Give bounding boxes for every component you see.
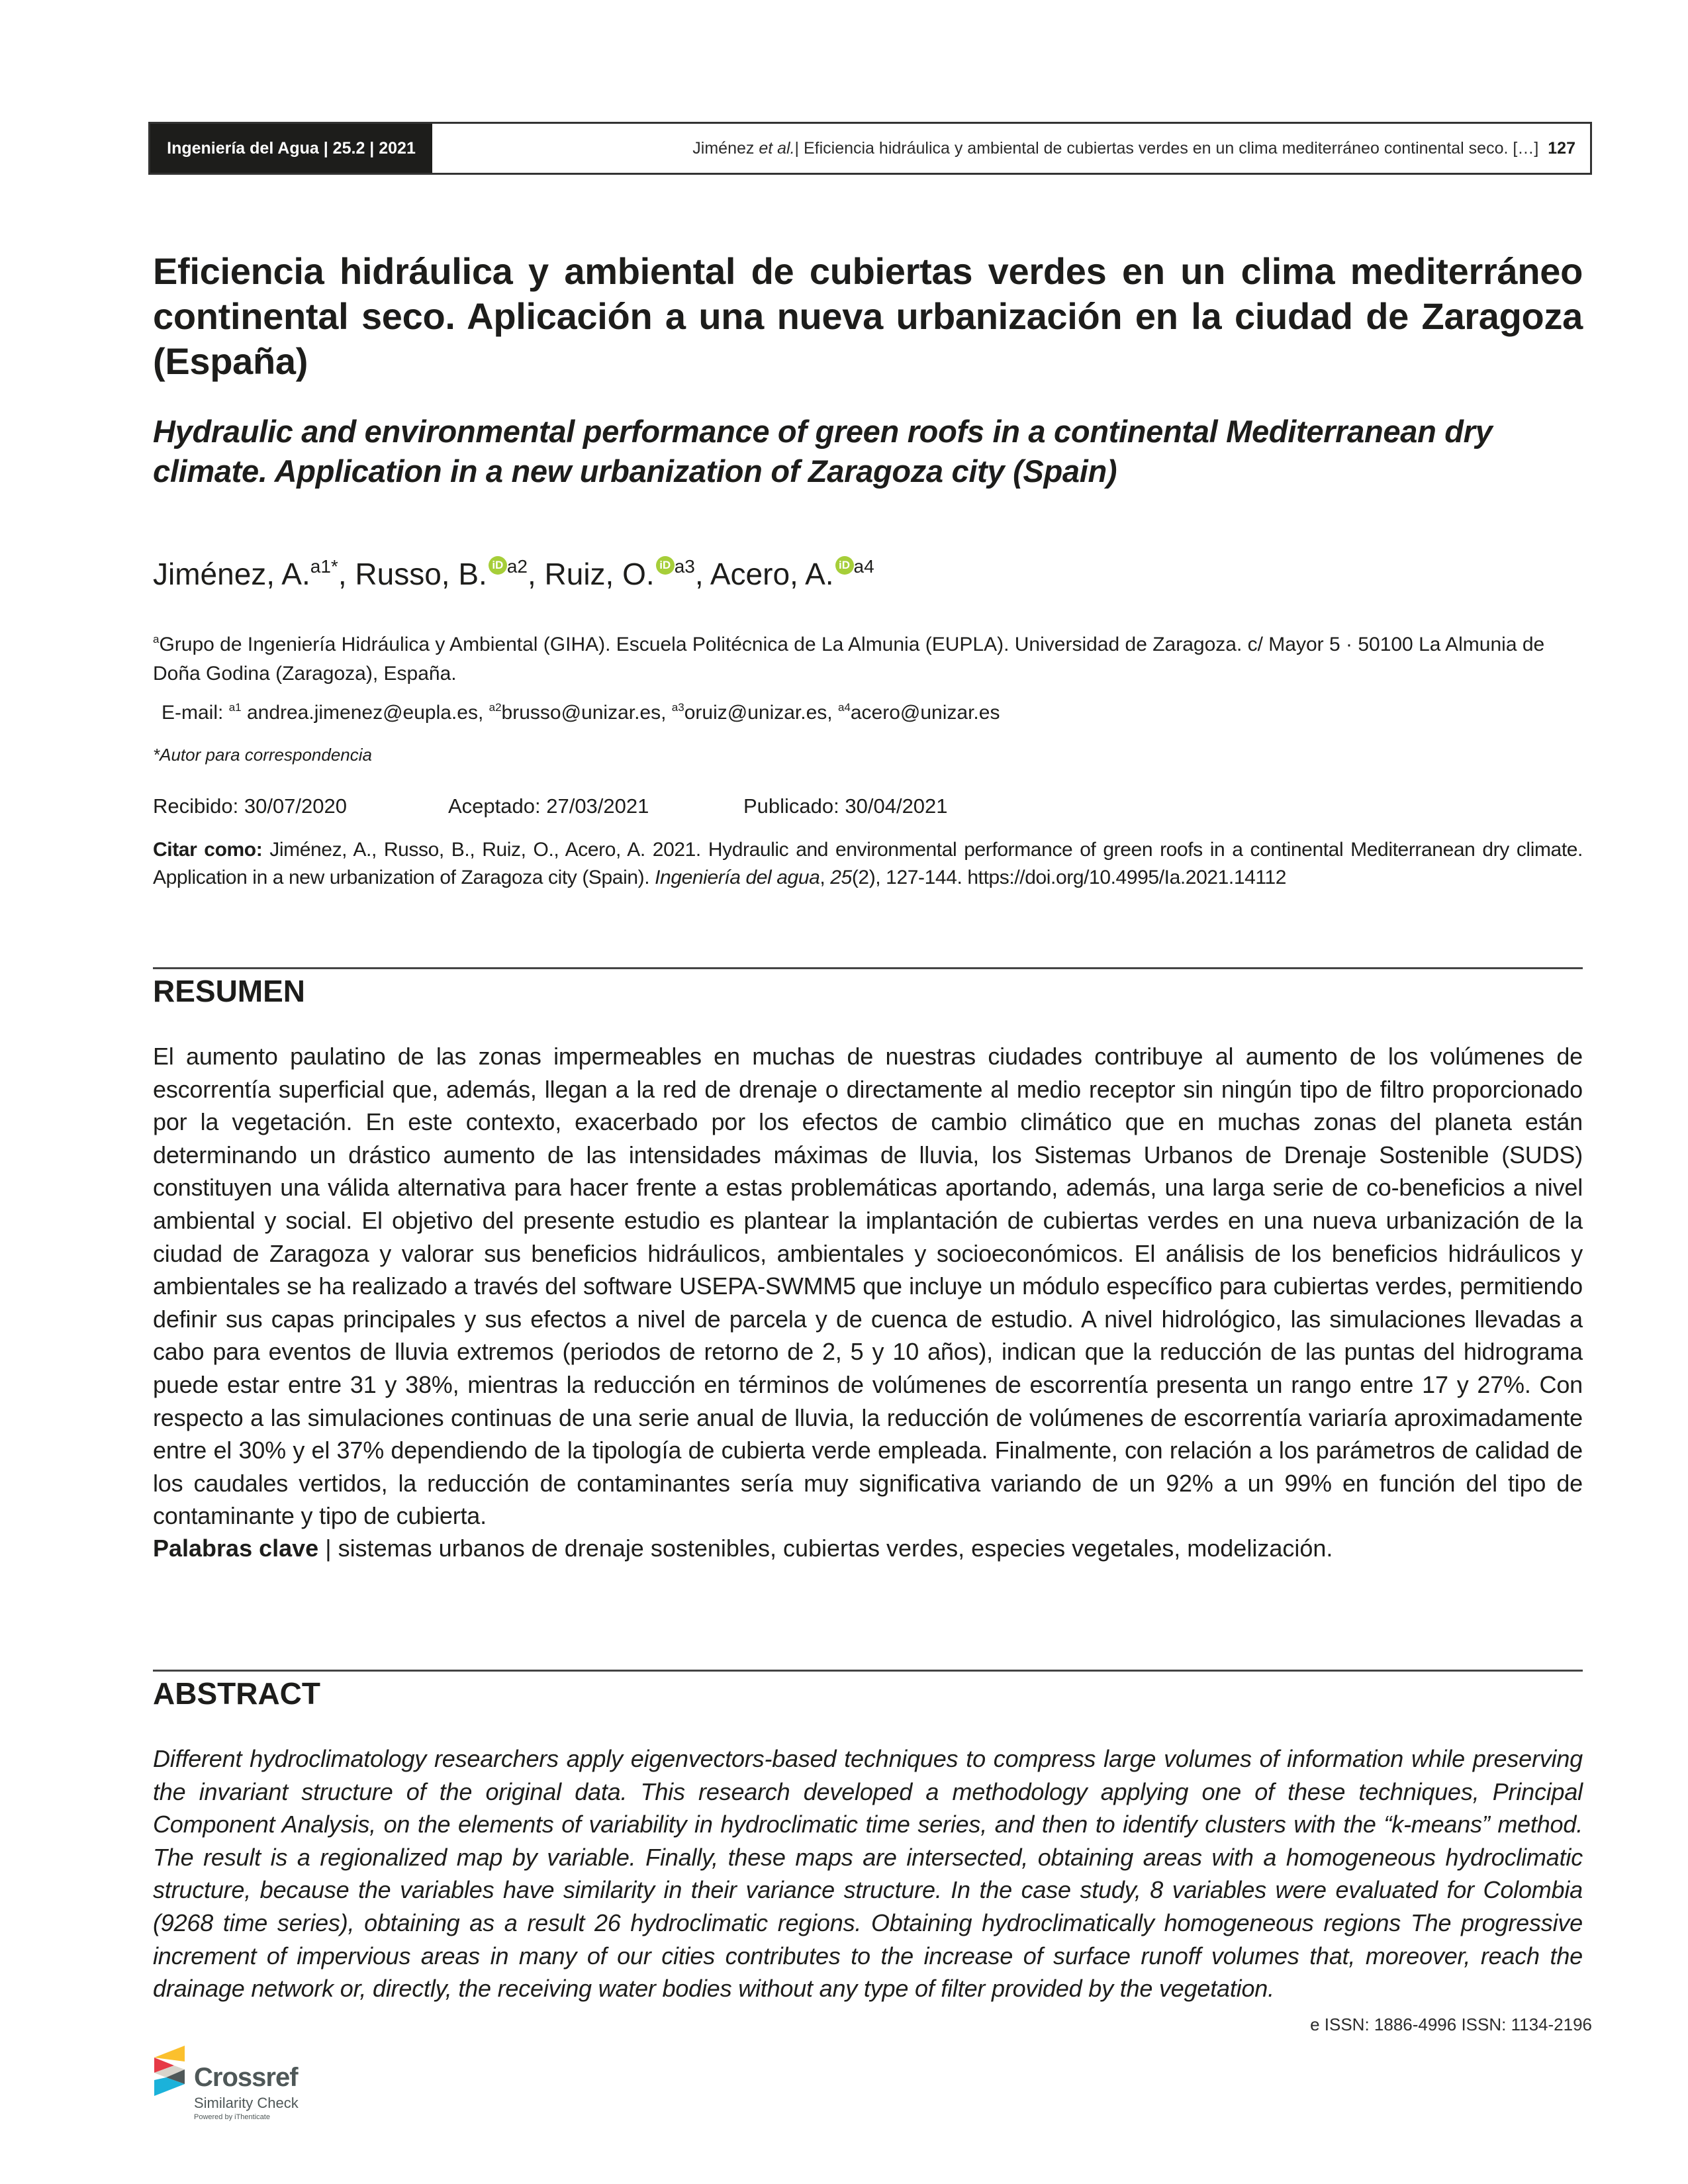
keywords-label: Palabras clave [153, 1535, 319, 1562]
section-divider [153, 967, 1583, 969]
keywords-list: sistemas urbanos de drenaje sostenibles, cubiertas verdes, especies vegetales, modelización. [338, 1535, 1333, 1562]
page-number: 127 [1548, 138, 1575, 158]
author-name: Jiménez, A. [153, 557, 310, 591]
orcid-icon[interactable]: iD [656, 556, 675, 575]
received-date: Recibido: 30/07/2020 [153, 794, 348, 818]
similarity-check-label: Similarity Check [194, 2095, 299, 2111]
keywords [153, 1535, 1583, 1562]
article-title: Eficiencia hidráulica y ambiental de cubiertas verdes en un clima mediterráneo continental seco. Aplicación a una nueva urbanización en la ciudad de Zaragoza (España) [153, 250, 1583, 382]
author-separator: , [527, 557, 545, 591]
abstract-body: Different hydroclimatology researchers apply eigenvectors-based techniques to compress large volumes of information while preserving the invariant structure of the original data. This research developed a methodology applying one of these techniques, Principal Component Analysis, on the elements of variability in hydroclimatic time series, and then to identify clusters with the “k-means” method. The result is a regionalized map by variable. Finally, these maps are intersected, obtaining areas with a homogeneous hydroclimatic structure, because the variables have similarity in their variance structure. In the case study, 8 variables were evaluated for Colombia (9268 time series), obtaining as a result 26 hydroclimatic regions. Obtaining hydroclimatically homogeneous regions The progressive increment of impervious areas in many of our cities contributes to the increase of surface runoff volumes that, moreover, reach the drainage network or, directly, the receiving water bodies without any type of filter provided by the vegetation. [153, 1745, 1583, 2003]
running-title-text: | Eficiencia hidráulica y ambiental de cubiertas verdes en un clima mediterráneo continental seco. […] [794, 138, 1539, 158]
author-affiliation-mark: a2 [506, 556, 528, 577]
author-affiliation-mark: a4 [853, 556, 874, 577]
issn: e ISSN: 1886-4996 ISSN: 1134-2196 [1310, 2015, 1592, 2034]
logo-shape-yellow [154, 2046, 185, 2062]
email-link[interactable]: brusso@unizar.es [501, 702, 661, 724]
author [355, 557, 544, 591]
running-etal: et al. [759, 138, 795, 158]
email-mark: a1 [228, 701, 242, 714]
crossref-mark-icon [154, 2046, 187, 2097]
crossref-logo[interactable] [154, 2046, 326, 2145]
resumen-body: El aumento paulatino de las zonas impermeables en muchas de nuestras ciudades contribuye al aumento de los volúmenes de escorrentía superficial que, además, llegan a la red de drenaje o directamente al medio receptor sin ningún tipo de filtro proporcionado por la vegetación. En este contexto, exacerbado por los efectos de cambio climático que en muchas zonas del planeta están determinando un drástico aumento de las intensidades máximas de lluvia, los Sistemas Urbanos de Drenaje Sostenible (SUDS) constituyen una válida alternativa para hacer frente a estas problemáticas aportando, además, una larga serie de co-beneficios a nivel ambiental y social. El objetivo del presente estudio es plantear la implantación de cubiertas verdes en una nueva urbanización de la ciudad de Zaragoza y valorar sus beneficios hidráulicos, ambientales y socioeconómicos. El análisis de los beneficios hidráulicos y ambientales se ha realizado a través del software USEPA-SWMM5 que incluye un módulo específico para cubiertas verdes, permitiendo definir sus capas principales y sus efectos a nivel de parcela y de cuenca de estudio. A nivel hidrológico, las simulaciones llevadas a cabo para eventos de lluvia extremos (periodos de retorno de 2, 5 y 10 años), indican que la reducción de las puntas del hidrograma puede estar entre 31 y 38%, mientras la reducción en términos de volúmenes de escorrentía presenta un rango entre 17 y 27%. Con respecto a las simulaciones continuas de una serie anual de lluvia, la reducción de volúmenes de escorrentía variaría aproximadamente entre el 30% y el 37% dependiendo de la tipología de cubierta verde empleada. Finalmente, con relación a los parámetros de calidad de los caudales vertidos, la reducción de contaminantes sería muy significativa variando de un 92% a un 99% en función del tipo de contaminante y tipo de cubierta. [153, 1043, 1583, 1530]
email-separator: , [477, 702, 489, 724]
running-title [432, 124, 1590, 173]
email-label: E-mail: [162, 702, 224, 724]
published-date: Publicado: 30/04/2021 [743, 794, 948, 818]
article-subtitle-english: Hydraulic and environmental performance of green roofs in a continental Mediterranean dry climate. Application in a new urbanization of Zaragoza city (Spain) [153, 414, 1493, 489]
author-list [153, 556, 1583, 592]
email-link[interactable]: oruiz@unizar.es [684, 702, 827, 724]
citation-journal: Ingeniería del agua [655, 867, 820, 888]
author-affiliation-mark: a1* [310, 556, 338, 577]
email-mark: a3 [671, 701, 684, 714]
affiliation [153, 630, 1589, 688]
resumen-heading: RESUMEN [153, 974, 306, 1008]
citation-volume: 25 [830, 867, 852, 888]
orcid-icon[interactable]: iD [835, 556, 854, 575]
email-separator: , [827, 702, 838, 724]
corresponding-author-note: *Autor para correspondencia [153, 745, 372, 765]
author-name: Ruiz, O. [544, 557, 655, 591]
author-name: Acero, A. [710, 557, 834, 591]
citation-doi[interactable]: (2), 127-144. https://doi.org/10.4995/Ia.2021.14112 [851, 867, 1287, 888]
author-affiliation-mark: a3 [674, 556, 695, 577]
author [545, 557, 710, 591]
affiliation-text: Grupo de Ingeniería Hidráulica y Ambiental (GIHA). Escuela Politécnica de La Almunia (EUPLA). Universidad de Zaragoza. c/ Mayor 5 · 50100 La Almunia de Doña Godina (Zaragoza), España. [153, 634, 1545, 685]
journal-issue-label: Ingeniería del Agua | 25.2 | 2021 [150, 124, 432, 173]
section-divider [153, 1670, 1583, 1672]
affiliation-mark: a [153, 633, 160, 645]
abstract-heading: ABSTRACT [153, 1676, 320, 1711]
citation [153, 836, 1583, 892]
email-link[interactable]: andrea.jimenez@eupla.es [241, 702, 478, 724]
author [153, 557, 355, 591]
author-name: Russo, B. [355, 557, 487, 591]
accepted-date: Aceptado: 27/03/2021 [448, 794, 649, 818]
citation-text: Jiménez, A., Russo, B., Ruiz, O., Acero, A. 2021. Hydraulic and environmental performance of green roofs in a continental Mediterranean dry climate. Application in a new urbanization of Zaragoza city (Spain). [153, 839, 1583, 888]
publication-dates [153, 794, 1583, 818]
crossref-wordmark: Crossref [194, 2063, 298, 2092]
powered-by-label: Powered by iThenticate [194, 2113, 270, 2121]
citation-separator: , [820, 867, 831, 888]
email-mark: a4 [837, 701, 851, 714]
email-line [162, 702, 1000, 724]
author [710, 557, 874, 591]
citation-label: Citar como: [153, 839, 263, 861]
author-separator: , [694, 557, 710, 591]
email-link[interactable]: acero@unizar.es [850, 702, 1000, 724]
running-authors: Jiménez [692, 138, 755, 158]
author-separator: , [338, 557, 355, 591]
keywords-separator: | [318, 1535, 338, 1562]
email-separator: , [661, 702, 672, 724]
orcid-icon[interactable]: iD [489, 556, 507, 575]
running-header [148, 122, 1592, 175]
email-mark: a2 [489, 701, 502, 714]
